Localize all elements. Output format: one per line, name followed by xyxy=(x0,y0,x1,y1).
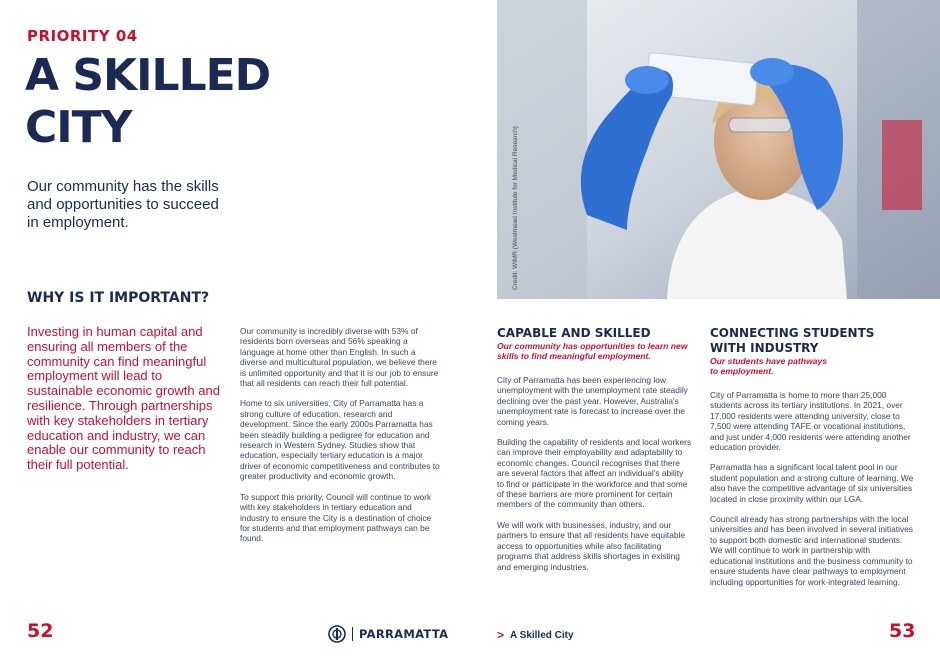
photo-illustration xyxy=(497,0,940,299)
subheading-capable: Our community has opportunities to learn new skills to find meaningful employment. xyxy=(497,341,688,361)
logo-text: PARRAMATTA xyxy=(359,627,449,641)
body-column-left xyxy=(240,326,440,554)
heading-connecting-line-2: WITH INDUSTRY xyxy=(710,341,819,355)
page-number-left: 52 xyxy=(27,620,54,642)
heading-connecting-line-1: CONNECTING STUDENTS xyxy=(710,326,875,340)
body-paragraph: City of Parramatta is home to more than 25,000 students across its tertiary institutions. In 2021, over 17,000 residents were attending university, close to 7,500 were attending TAFE or vocational institutions, and just under 4,000 residents were attending another education provider. xyxy=(710,390,911,453)
column-heading-capable xyxy=(497,326,697,361)
body-paragraph: Parramatta has a significant local talent pool in our student population and a strong culture of learning. We also have the competitive advantage of six universities located in close proximity within our LGA. xyxy=(710,462,914,504)
section-heading: WHY IS IT IMPORTANT? xyxy=(27,290,210,306)
page-number-right: 53 xyxy=(889,620,916,642)
subheading-connecting: Our students have pathways to employment. xyxy=(710,356,828,376)
page-subtitle: Our community has the skills and opportunities to succeed in employment. xyxy=(27,178,219,231)
city-crest-icon xyxy=(328,625,346,643)
footer-section-label xyxy=(497,628,574,642)
title-line-1: A SKILLED xyxy=(25,50,271,101)
photo-credit: Credit: WIMR (Westmead Institute for Medical Research) xyxy=(512,126,519,290)
body-column-capable xyxy=(497,375,692,582)
body-paragraph: Our community is incredibly diverse with 53% of residents born overseas and 56% speaking a language at home other than English. In such a diverse and multicultural population, we believe there is unlimited opportunity and that it is our job to ensure that all residents can reach their full potential. xyxy=(240,326,439,389)
body-paragraph: Council already has strong partnerships with the local universities and has been involved in several initiatives to support both domestic and international students. We will continue to work in partnership with educational institutions and the business community to ensure students have clear pathways to employment including opportunities for work-integrated learning. xyxy=(710,514,913,587)
body-column-connecting xyxy=(710,390,915,597)
heading-capable-and-skilled: CAPABLE AND SKILLED xyxy=(497,326,651,340)
logo-divider xyxy=(352,627,353,641)
body-paragraph: Building the capability of residents and local workers can improve their employability and adaptability to economic changes. Council recognises that there are several factors that affect an individual's ability to find or participate in the workforce and that some of these barriers are more prominent for certain members of the community than others. xyxy=(497,437,692,510)
lab-photo xyxy=(497,0,940,299)
body-paragraph: We will work with businesses, industry, and our partners to ensure that all residents have equitable access to opportunities while also facilitating programs that address skills shortages in existing and emerging industries. xyxy=(497,519,686,572)
body-paragraph: City of Parramatta has been experiencing low unemployment with the unemployment rate steadily declining over the past year. However, Australia's unemployment rate is forecast to increase over the coming years. xyxy=(497,375,688,427)
page-title xyxy=(25,50,285,154)
lead-paragraph: Investing in human capital and ensuring all members of the community can find meaningful employment will lead to sustainable economic growth and resilience. Through partnerships with key stakeholders in tertiary education and industry, we can enable our community to reach their full potential. xyxy=(27,324,220,473)
section-name: A Skilled City xyxy=(510,629,574,641)
priority-label: PRIORITY 04 xyxy=(27,27,138,45)
parramatta-logo xyxy=(328,625,448,643)
title-line-2: CITY xyxy=(25,102,132,153)
body-paragraph: Home to six universities, City of Parramatta has a strong culture of education, research and development. Since the early 2000s Parramatta has been steadily building a pedigree for education and research in Western Sydney. Studies show that education, especially tertiary education is a major driver of economic competitiveness and contributes to greater productivity and economic growth. xyxy=(240,398,440,482)
chevron-right-icon: > xyxy=(497,628,505,642)
body-paragraph: To support this priority, Council will continue to work with key stakeholders in tertiary education and industry to ensure the City is a destination of choice for students and that employment pathways can be found. xyxy=(240,491,432,544)
column-heading-connecting xyxy=(710,326,915,376)
